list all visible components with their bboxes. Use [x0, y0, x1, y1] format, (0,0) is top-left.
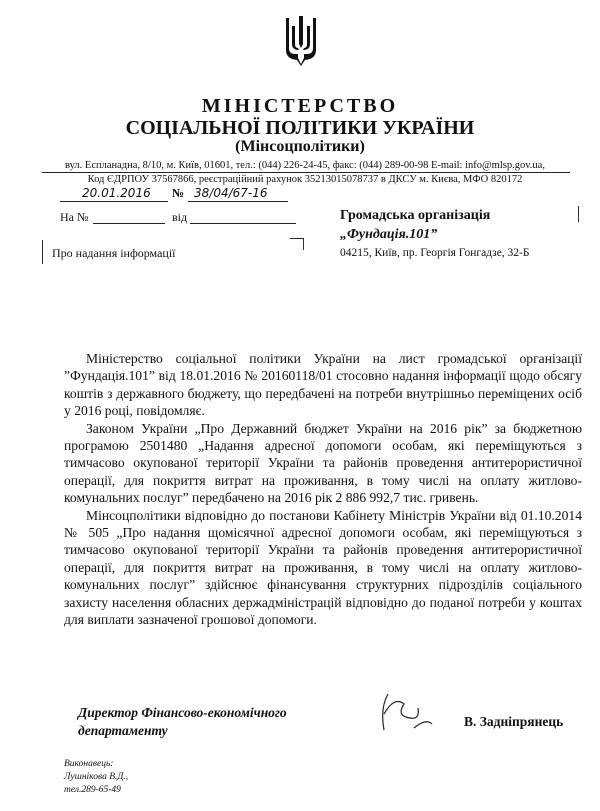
- ref-date-line: [190, 223, 296, 224]
- bank-details-line: Код ЄДРПОУ 37567866, реєстраційний рахунок 35213015078737 в ДКСУ м. Києва, МФО 820172: [87, 174, 523, 185]
- body-paragraph-3: Мінсоцполітики відповідно до постанови Кабінету Міністрів України від 01.10.2014 № 505 „Про надання щомісячної адресної допомоги особам, які переміщуються з тимчасово окупованої території України та районів проведення антитерористичної операції, для покриття витрат на проживання, в тому числі на оплату житлово-комунальних послуг” здійснює фінансування структурних підрозділів соціального захисту населення обласних держадміністрацій відповідно до поданої потреби у коштах для виплати зазначеної грошової допомоги.: [64, 507, 582, 628]
- executor-name: Лушнікова В.Д.,: [64, 772, 129, 782]
- handwritten-signature: [370, 688, 450, 736]
- coat-of-arms-icon: [283, 14, 319, 66]
- executor-label: Виконавець:: [64, 759, 114, 769]
- ministry-title: МІНІСТЕРСТВО: [201, 95, 399, 117]
- signatory-title-line-1: Директор Фінансово-економічного: [78, 705, 287, 720]
- executor-phone: тел.289-65-49: [64, 785, 121, 795]
- recipient-organization: Громадська організація: [340, 208, 491, 223]
- ministry-short-name: (Мінсоцполітики): [235, 138, 365, 155]
- signatory-title: [78, 704, 287, 740]
- margin-mark: [578, 206, 579, 222]
- contacts-line: вул. Еспланадна, 8/10, м. Київ, 01601, тел.: (044) 226-24-45, факс: (044) 289-00-98 E-mail: info@mlsp.gov.ua,: [65, 160, 545, 171]
- ministry-subtitle: СОЦІАЛЬНОЇ ПОЛІТИКИ УКРАЇНИ: [125, 117, 475, 139]
- outgoing-date: 20.01.2016: [82, 186, 151, 200]
- outgoing-number: 38/04/67-16: [194, 186, 268, 200]
- executor-block: [64, 758, 128, 797]
- ref-number-label: На №: [60, 210, 89, 224]
- subject-bracket-top: [290, 238, 303, 239]
- number-label: №: [172, 186, 185, 200]
- ref-date-label: від: [172, 210, 188, 224]
- body-paragraph-2: Законом України „Про Державний бюджет України на 2016 рік” за бюджетною програмою 2501480 „Надання адресної допомоги особам, які переміщуються з тимчасово окупованої території України та районів проведення антитерористичної операції, для покриття витрат на проживання, в тому числі на оплату житлово-комунальних послуг” передбачено на 2016 рік 2 886 992,7 тис. гривень.: [64, 420, 582, 506]
- signatory-name: В. Задніпрянець: [464, 714, 564, 729]
- letter-body: [64, 350, 582, 629]
- body-paragraph-1: Міністерство соціальної політики України на лист громадської організації ”Фундація.101” від 18.01.2016 № 20160118/01 стосовно надання інформації щодо обсягу коштів з державного бюджету, що передбачені на потреби внутрішньо переміщених осіб у 2016 році, повідомляє.: [64, 351, 582, 419]
- number-underline: [188, 201, 288, 202]
- subject-bracket-right: [303, 238, 304, 250]
- recipient-name: „Фундація.101”: [340, 227, 438, 242]
- date-underline: [60, 201, 168, 202]
- subject-line: Про надання інформації: [52, 246, 176, 260]
- signatory-title-line-2: департаменту: [78, 723, 168, 738]
- subject-bracket: [42, 240, 43, 264]
- ref-number-line: [93, 223, 165, 224]
- recipient-address: 04215, Київ, пр. Георгія Гонгадзе, 32-Б: [340, 247, 530, 259]
